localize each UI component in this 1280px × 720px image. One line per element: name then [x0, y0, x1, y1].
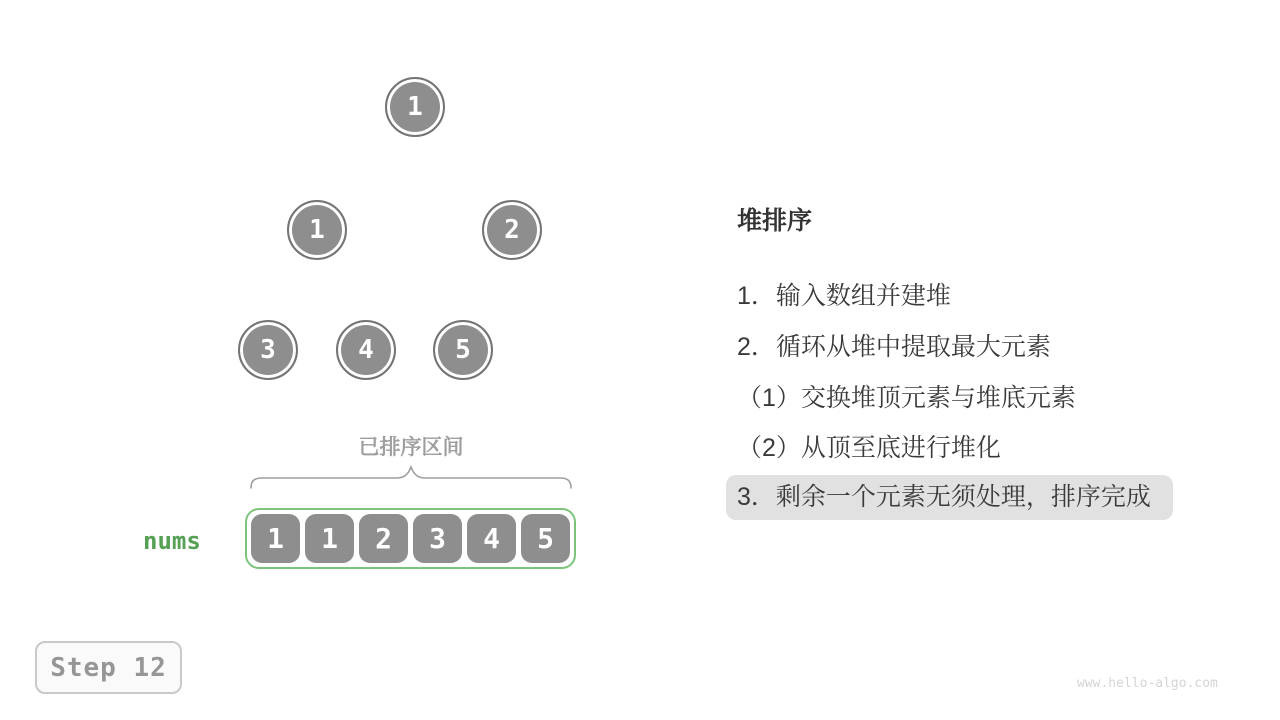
array-cell: 4 — [467, 514, 516, 563]
step-item-1: 1．输入数组并建堆 — [737, 282, 951, 310]
array-cell: 1 — [305, 514, 354, 563]
sorted-range-label: 已排序区间 — [358, 436, 464, 459]
step-item-2-1: （1）交换堆顶元素与堆底元素 — [737, 384, 1076, 412]
watermark: www.hello-algo.com — [1077, 676, 1218, 691]
array-cell: 3 — [413, 514, 462, 563]
step-item-current: 3．剩余一个元素无须处理，排序完成 — [726, 475, 1173, 520]
heap-node-value: 1 — [407, 92, 423, 122]
heap-node — [287, 200, 347, 260]
heap-node — [385, 77, 445, 137]
panel-title: 堆排序 — [737, 207, 813, 235]
heap-node-value: 2 — [504, 215, 520, 245]
array-label: nums — [143, 527, 201, 555]
heap-node-value: 1 — [309, 215, 325, 245]
array-cell: 1 — [251, 514, 300, 563]
heap-node — [238, 320, 298, 380]
brace-icon — [250, 462, 572, 490]
heap-node — [336, 320, 396, 380]
array-cell: 5 — [521, 514, 570, 563]
heap-node — [482, 200, 542, 260]
heap-node-value: 4 — [358, 335, 374, 365]
nums-array — [245, 508, 576, 569]
array-cell: 2 — [359, 514, 408, 563]
heap-node — [433, 320, 493, 380]
heap-node-value: 3 — [260, 335, 276, 365]
heap-node-value: 5 — [455, 335, 471, 365]
step-item-2: 2．循环从堆中提取最大元素 — [737, 333, 1051, 361]
step-badge-label: Step 12 — [50, 652, 167, 683]
step-item-2-2: （2）从顶至底进行堆化 — [737, 434, 1001, 462]
step-badge — [35, 641, 182, 694]
